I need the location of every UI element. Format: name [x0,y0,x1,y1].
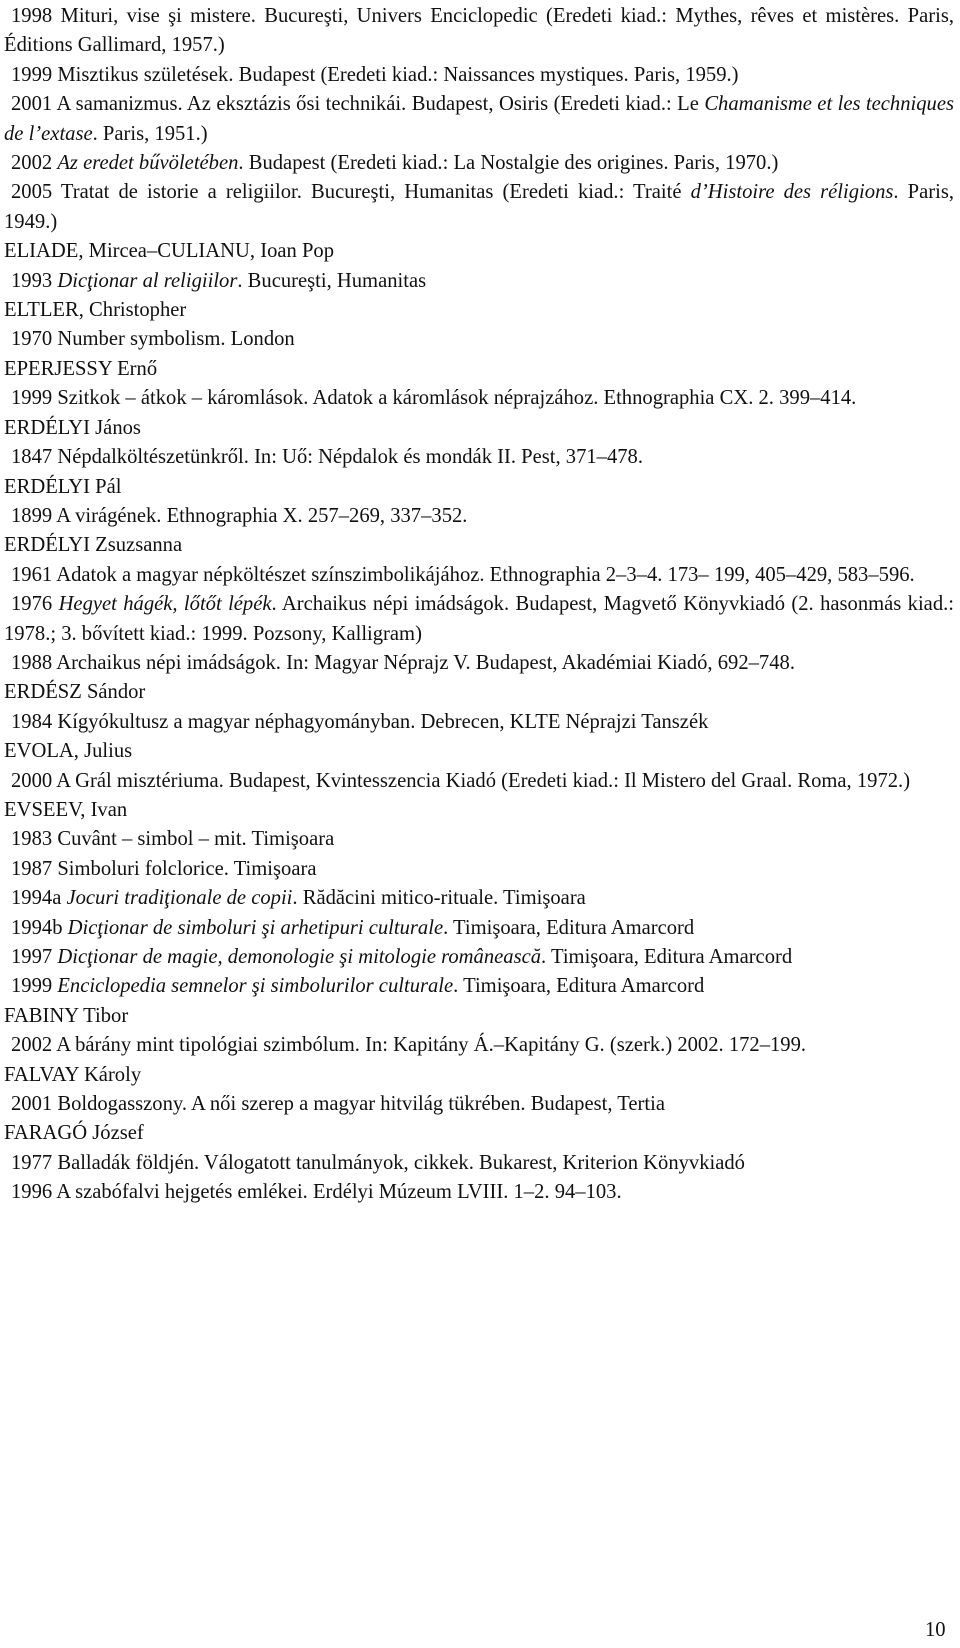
italic-title: Enciclopedia semnelor şi simbolurilor culturale [57,975,454,998]
author-heading: ERDÉSZ Sándor [4,681,146,704]
entry-line: d’Histoire des réligions. Paris, 1949.) [4,181,954,233]
bibliography-entry [4,443,954,472]
entry-line: 2000 A Grál misztériuma. Budapest, Kvintesszencia Kiadó (Eredeti kiad.: Il Mistero [11,769,706,792]
bibliography-entry [4,2,954,61]
entry-line: 1970.) [725,152,779,175]
bibliography-entry [4,149,954,178]
author-heading: FABINY Tibor [4,1004,129,1027]
entry-line: Könyvkiadó (2. hasonmás kiad.: 1978.; 3. bővített kiad.: 1999. Pozsony, Kalligram) [4,593,954,645]
entry-line: 2001 Boldogasszony. A női szerep a magyar hitvilág tükrében. Budapest, Tertia [11,1093,665,1116]
bibliography-entry [4,884,954,913]
bibliography-entry [4,1031,954,1060]
entry-line: rêves et mistères. Paris, Éditions Gallimard, 1957.) [4,5,954,57]
author-heading: EVSEEV, Ivan [4,798,128,821]
entry-line: 1970 Number symbolism. London [11,328,295,351]
bibliography-entry [4,1149,954,1178]
italic-title: Dicţionar al religiilor [57,269,238,292]
entry-line: 1998 Mituri, vise şi mistere. Bucureşti, Univers Enciclopedic (Eredeti kiad.: Mythes, [11,5,743,27]
entry-line: 1899 A virágének. Ethnographia X. 257–269, 337–352. [11,504,468,527]
bibliography-entry [4,914,954,943]
entry-line: 692–748. [717,651,795,674]
entry-line: 1999 Enciclopedia semnelor şi simbolurilor culturale. Timişoara, Editura Amarcord [11,975,705,998]
author-heading: ERDÉLYI Zsuzsanna [4,534,183,557]
bibliography-entry [4,708,954,737]
italic-title: Hegyet hágék, lőtőt lépék [58,593,272,616]
author-heading: EVOLA, Julius [4,740,133,763]
italic-title: Chamanisme et les techniques de l’extase [4,93,954,145]
bibliography-entry [4,1090,954,1119]
entry-line: Könyvkiadó [643,1151,745,1174]
entry-line: 2001 A samanizmus. Az eksztázis ősi technikái. Budapest, Osiris (Eredeti kiad.: Le [11,93,699,116]
italic-title: Jocuri tradiţionale de copii [66,887,293,910]
entry-line: 172–199. [728,1034,807,1057]
bibliography-entry [4,943,954,972]
author-heading: FALVAY Károly [4,1063,142,1086]
entry-line: 2002 A bárány mint tipológiai szimbólum. In: Kapitány Á.–Kapitány G. (szerk.) 2002. [11,1034,724,1057]
entry-line: Amarcord [708,946,793,968]
author-heading: ERDÉLYI Pál [4,475,122,498]
bibliography-entry [4,590,954,649]
bibliography-entry [4,972,954,1001]
bibliography-entry [4,90,954,149]
entry-line: 1977 Balladák földjén. Válogatott tanulmányok, cikkek. Bukarest, Kriterion [11,1151,639,1174]
entry-line: 1996 A szabófalvi hejgetés emlékei. Erdélyi Múzeum LVIII. 1–2. 94–103. [11,1181,622,1204]
entry-line: 1983 Cuvânt – simbol – mit. Timişoara [11,828,335,851]
bibliography-entry [4,502,954,531]
entry-line: 199, 405–429, 583–596. [713,563,915,586]
entry-line: 1999 Szitkok – átkok – káromlások. Adatok a káromlások néprajzához. Ethnographia [11,387,715,410]
entry-line: 1847 Népdalköltészetünkről. In: Uő: Népdalok és mondák II. Pest, 371–478. [11,446,644,469]
entry-line: 1987 Simboluri folclorice. Timişoara [11,857,317,880]
entry-line: 1999 Misztikus születések. Budapest (Eredeti kiad.: Naissances mystiques. Paris, 1959.) [11,63,739,86]
italic-title: d’Histoire des réligions [690,181,894,204]
bibliography-entry [4,1178,954,1207]
author-heading: ERDÉLYI János [4,416,141,439]
italic-title: Dicţionar de simboluri şi arhetipuri culturale [67,916,444,939]
bibliography-entry [4,767,954,796]
italic-title: Az eredet bűvöletében [57,152,239,175]
entry-line: 1994b Dicţionar de simboluri şi arhetipuri culturale. Timişoara, Editura Amarcord [11,916,695,939]
entry-line: del Graal. Roma, 1972.) [711,769,911,792]
entry-line: CX. 2. 399–414. [719,387,857,410]
bibliography-entry [4,325,954,354]
author-heading: ELIADE, Mircea–CULIANU, Ioan Pop [4,240,334,263]
entry-line: 1988 Archaikus népi imádságok. In: Magyar Néprajz V. Budapest, Akadémiai Kiadó, [11,651,713,674]
author-heading: FARAGÓ József [4,1122,144,1145]
italic-title: Dicţionar de magie, demonologie şi mitologie românească [57,946,542,968]
entry-line: Chamanisme et les techniques de l’extase. Paris, 1951.) [4,93,954,145]
bibliography-entry [4,61,954,90]
bibliography-entry [4,384,954,413]
bibliography-entry [4,825,954,854]
entry-line: 1976 Hegyet hágék, lőtőt lépék. Archaikus népi imádságok. Budapest, Magvető [11,593,677,616]
author-heading: ELTLER, Christopher [4,299,187,322]
bibliography-entry [4,561,954,590]
entry-line: 2002 Az eredet bűvöletében. Budapest (Eredeti kiad.: La Nostalgie des origines. Paris, [11,152,720,175]
entry-line: 2005 Tratat de istorie a religiilor. Bucureşti, Humanitas (Eredeti kiad.: Traité [11,181,682,204]
page-number: 10 [925,1619,946,1641]
entry-line: 1993 Dicţionar al religiilor. Bucureşti, Humanitas [11,269,427,292]
author-heading: EPERJESSY Ernő [4,357,158,380]
bibliography-entry [4,855,954,884]
bibliography-entry [4,178,954,237]
entry-line: 1994a Jocuri tradiţionale de copii. Rădăcini mitico-rituale. Timişoara [11,887,586,910]
bibliography-list [4,2,954,1208]
bibliography-entry [4,267,954,296]
entry-line: 1961 Adatok a magyar népköltészet színszimbolikájához. Ethnographia 2–3–4. 173– [11,563,709,586]
entry-line: 1984 Kígyókultusz a magyar néphagyományban. Debrecen, KLTE Néprajzi Tanszék [11,710,709,733]
bibliography-entry [4,649,954,678]
entry-line: 1997 Dicţionar de magie, demonologie şi mitologie românească. Timişoara, Editura [11,946,705,968]
